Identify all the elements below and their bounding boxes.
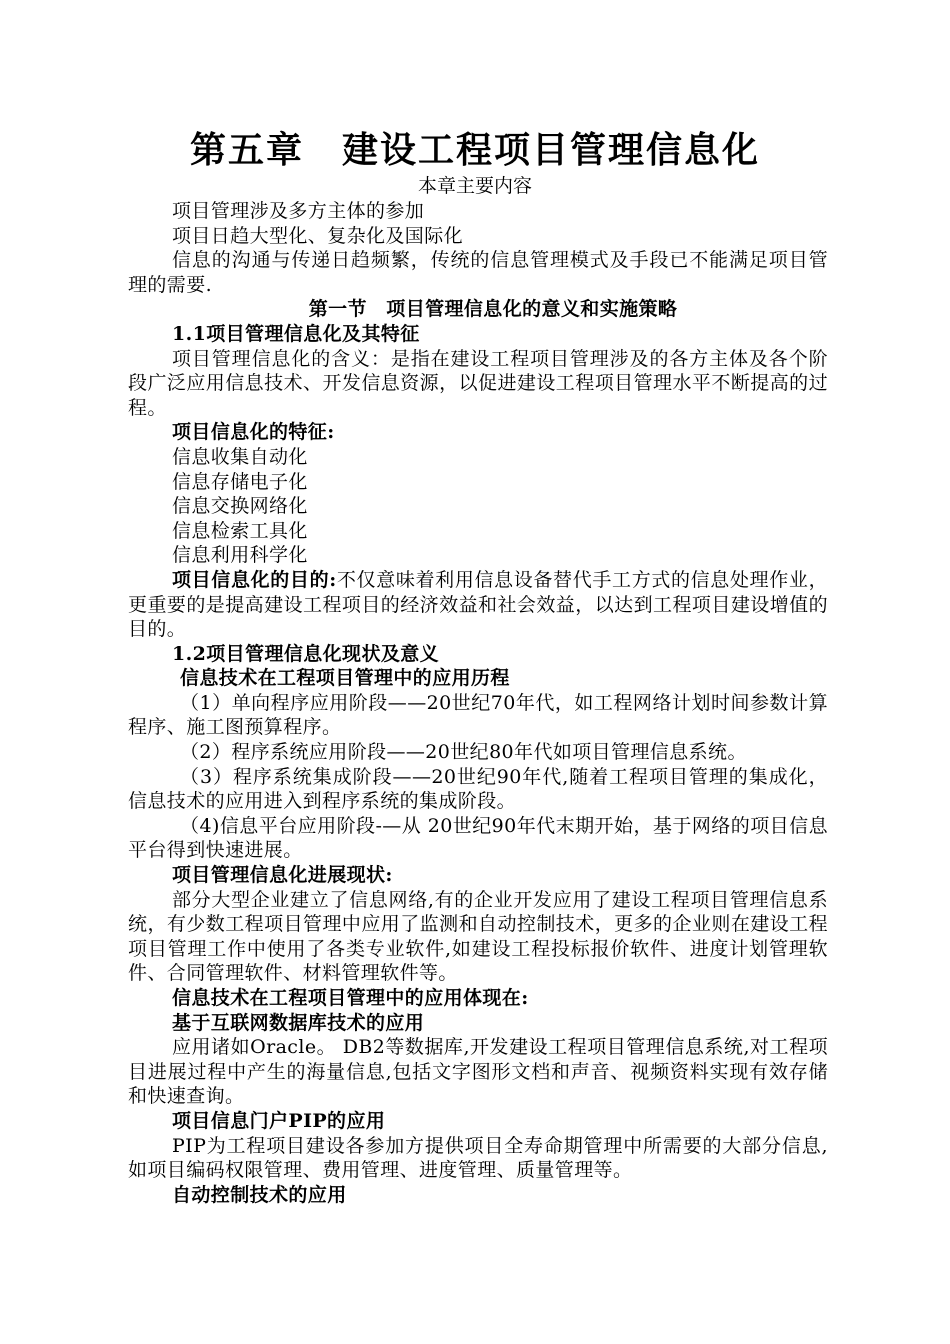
history-item: （2）程序系统应用阶段——20世纪80年代如项目管理信息系统。: [180, 741, 747, 764]
history-item: （4)信息平台应用阶段-—从 20世纪90年代末期开始，基于网络的项目信息平台得到快速进展。: [128, 814, 828, 862]
db-paragraph: 应用诸如Oracle。 DB2等数据库,开发建设工程项目管理信息系统,对工程项目进展过程中产生的海量信息,包括文字图形文档和声音、视频资料实现有效存储和快速查询。: [128, 1036, 828, 1108]
feature-item: 信息收集自动化: [172, 445, 308, 468]
status-paragraph: 部分大型企业建立了信息网络,有的企业开发应用了建设工程项目管理信息系统，有少数工程项目管理中应用了监测和自动控制技术，更多的企业则在建设工程项目管理工作中使用了各类专业软件,如建设工程投标报价软件、进度计划管理软件、合同管理软件、材料管理软件等。: [128, 888, 828, 985]
purpose-text: 不仅意味着利用信息设备替代手工方式的信息处理作业，更重要的是提高建设工程项目的经济效益和社会效益，以达到工程项目建设增值的目的。: [128, 568, 828, 641]
apply-heading: 信息技术在工程项目管理中的应用体现在:: [172, 987, 529, 1009]
intro-item: 信息的沟通与传递日趋频繁，传统的信息管理模式及手段已不能满足项目管理的需要.: [128, 249, 828, 296]
subsection-heading: 1.2项目管理信息化现状及意义: [172, 642, 440, 665]
chapter-title: 第五章 建设工程项目管理信息化: [189, 129, 760, 171]
pip-paragraph: PIP为工程项目建设各参加方提供项目全寿命期管理中所需要的大部分信息,如项目编码权限管理、费用管理、进度管理、质量管理等。: [128, 1134, 828, 1182]
features-heading: 项目信息化的特征:: [172, 421, 335, 444]
document-body: [128, 199, 828, 1207]
feature-item: 信息交换网络化: [172, 495, 308, 518]
history-heading: 信息技术在工程项目管理中的应用历程: [180, 667, 510, 690]
db-heading: 基于互联网数据库技术的应用: [172, 1011, 425, 1034]
intro-item: 项目管理涉及多方主体的参加: [172, 200, 425, 222]
chapter-subtitle: 本章主要内容: [417, 175, 532, 197]
purpose-paragraph: [128, 568, 828, 642]
history-item: （1）单向程序应用阶段——20世纪70年代，如工程网络计划时间参数计算程序、施工图预算程序。: [128, 691, 828, 739]
pip-heading: 项目信息门户PIP的应用: [172, 1109, 386, 1132]
section-heading: 第一节 项目管理信息化的意义和实施策略: [308, 298, 678, 321]
definition-paragraph: 项目管理信息化的含义：是指在建设工程项目管理涉及的各方主体及各个阶段广泛应用信息技术、开发信息资源，以促进建设工程项目管理水平不断提高的过程。: [128, 347, 828, 419]
auto-heading: 自动控制技术的应用: [172, 1183, 347, 1206]
feature-item: 信息检索工具化: [172, 519, 308, 542]
feature-item: 信息存储电子化: [172, 470, 308, 493]
intro-item: 项目日趋大型化、复杂化及国际化: [172, 224, 464, 247]
purpose-label: 项目信息化的目的:: [172, 568, 337, 591]
subsection-heading: 1.1项目管理信息化及其特征: [172, 322, 420, 345]
status-heading: 项目管理信息化进展现状:: [172, 864, 393, 887]
feature-item: 信息利用科学化: [172, 544, 308, 567]
history-item: （3）程序系统集成阶段——20世纪90年代,随着工程项目管理的集成化，信息技术的应用进入到程序系统的集成阶段。: [128, 765, 828, 813]
